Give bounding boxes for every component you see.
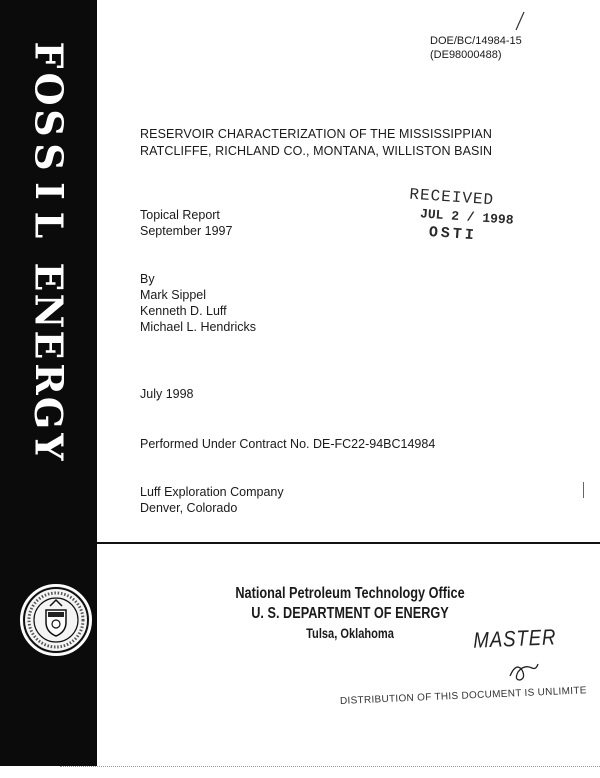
- contract-statement: Performed Under Contract No. DE-FC22-94BC14984: [140, 437, 436, 451]
- report-title-line-1: RESERVOIR CHARACTERIZATION OF THE MISSISSIPPIAN: [140, 127, 492, 141]
- sidebar-letter: E: [26, 330, 72, 360]
- authors-block: [140, 271, 256, 335]
- sidebar-letter: I: [26, 182, 72, 200]
- author-name: Kenneth D. Luff: [140, 304, 227, 318]
- sidebar-letter: E: [26, 262, 72, 292]
- fossil-energy-sidebar: [0, 0, 97, 766]
- sidebar-letter: F: [26, 41, 72, 69]
- handwritten-initials-icon: [506, 658, 542, 684]
- report-title-line-2: RATCLIFFE, RICHLAND CO., MONTANA, WILLISTON BASIN: [140, 144, 493, 158]
- issuing-office: [227, 584, 473, 643]
- doe-seal-icon: [20, 584, 92, 656]
- sidebar-letter: R: [26, 363, 72, 395]
- sidebar-letter: S: [26, 143, 72, 171]
- report-date: September 1997: [140, 224, 233, 238]
- doe-seal-graphic: [22, 586, 90, 654]
- office-location: Tulsa, Oklahoma: [306, 626, 394, 641]
- report-info: [140, 207, 232, 239]
- document-dе-number: (DE98000488): [430, 49, 502, 61]
- sidebar-letter: N: [26, 293, 72, 329]
- received-stamp-date: JUL 2 / 1998: [419, 206, 515, 228]
- report-type: Topical Report: [140, 208, 220, 222]
- sidebar-letter: Y: [26, 433, 72, 461]
- sidebar-letter: O: [26, 72, 72, 106]
- sidebar-letter: G: [26, 396, 72, 430]
- received-stamp: [406, 186, 539, 249]
- received-stamp-label: RECEIVED: [408, 185, 495, 210]
- fossil-energy-vertical-text: [0, 38, 97, 464]
- pen-mark-icon: [512, 10, 526, 32]
- publication-date: July 1998: [140, 387, 194, 401]
- office-name: National Petroleum Technology Office: [235, 585, 465, 602]
- performer-location: Denver, Colorado: [140, 501, 238, 515]
- received-stamp-office: OSTI: [428, 223, 478, 245]
- department-name: U. S. DEPARTMENT OF ENERGY: [251, 605, 449, 622]
- master-stamp: MASTER: [472, 624, 557, 653]
- report-title: [140, 126, 492, 160]
- section-divider: [97, 542, 600, 544]
- authors-by-label: By: [140, 272, 155, 286]
- sidebar-letter: L: [26, 211, 72, 239]
- performer-block: [140, 484, 284, 516]
- margin-mark: [583, 482, 584, 498]
- distribution-statement: DISTRIBUTION OF THIS DOCUMENT IS UNLIMITE: [339, 685, 587, 707]
- scan-edge-noise: [60, 766, 600, 778]
- author-name: Mark Sippel: [140, 288, 206, 302]
- document-id: [430, 34, 522, 62]
- author-name: Michael L. Hendricks: [140, 320, 257, 334]
- document-number: DOE/BC/14984-15: [430, 35, 522, 47]
- performer-company: Luff Exploration Company: [140, 485, 284, 499]
- sidebar-letter: S: [26, 109, 72, 137]
